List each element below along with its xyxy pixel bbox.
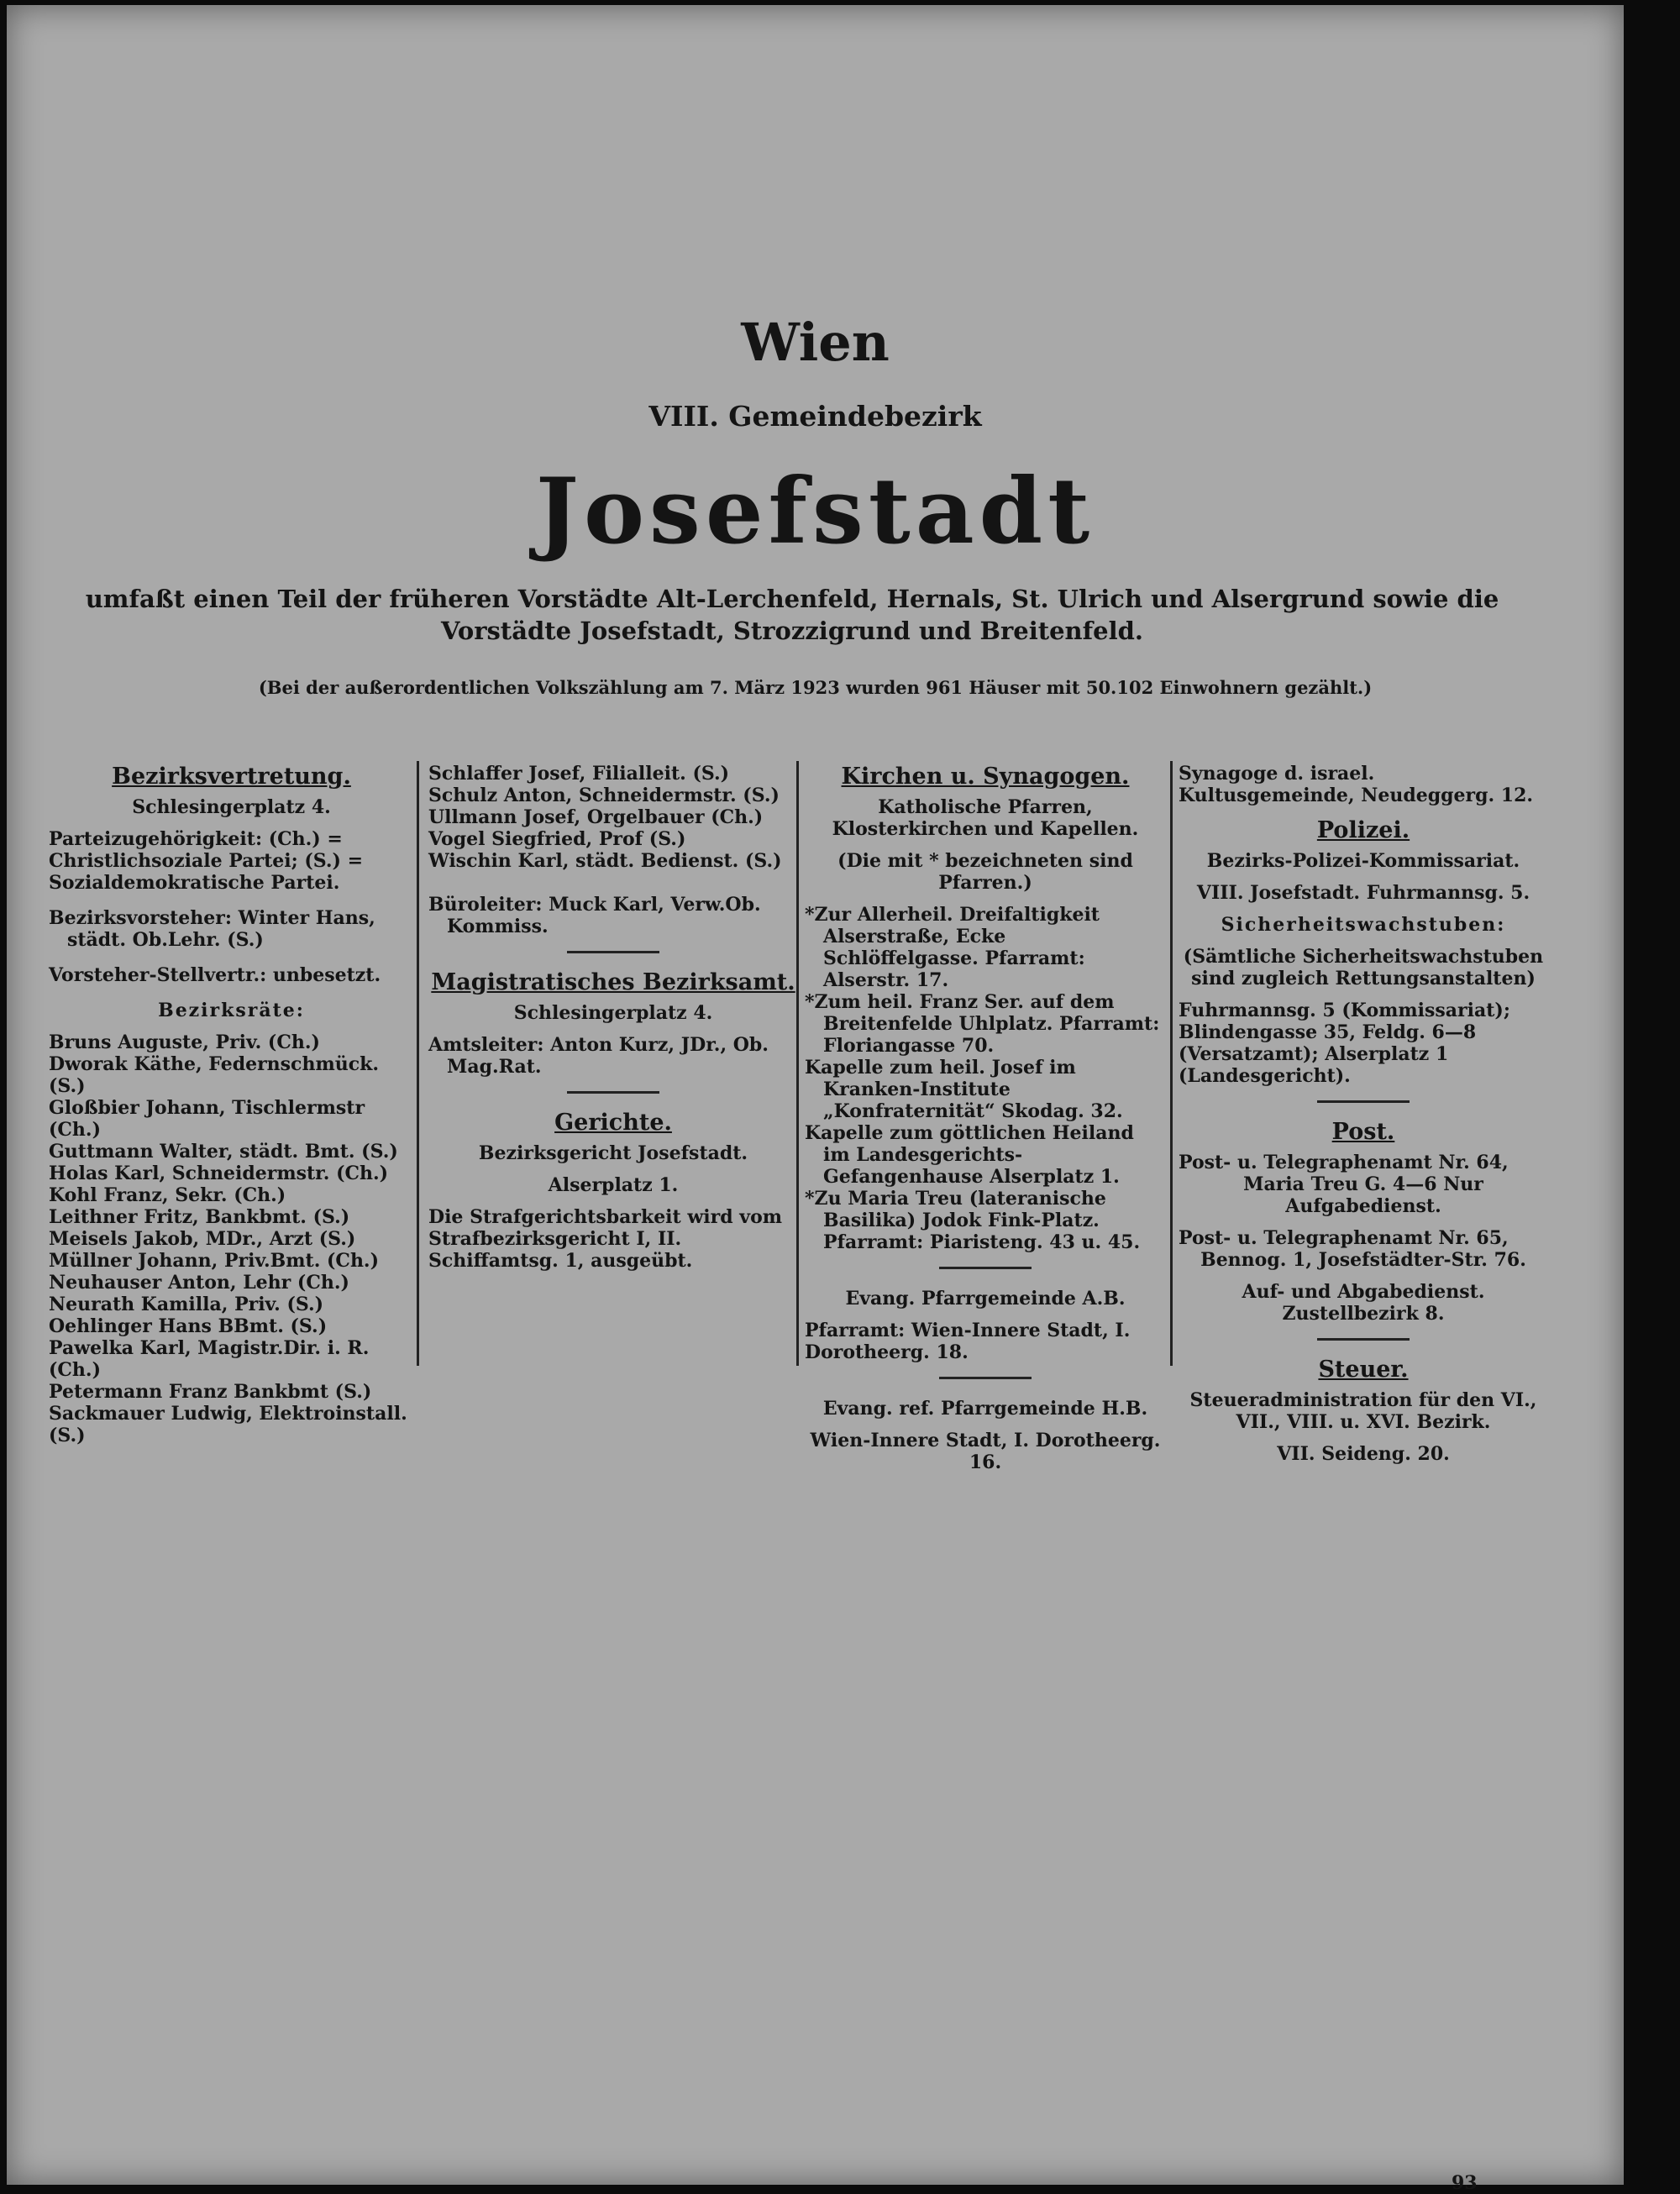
list-item: Guttmann Walter, städt. Bmt. (S.): [49, 1141, 398, 1163]
divider: [939, 1267, 1032, 1269]
list-item: Kapelle zum heil. Josef im Kranken-Institute „Konfraternität“ Skodag. 32.: [805, 1057, 1123, 1122]
section-heading: Polizei.: [1316, 817, 1410, 843]
guard-heading: Sicherheitswachstuben:: [1221, 914, 1506, 936]
list-item: Neuhauser Anton, Lehr (Ch.): [49, 1272, 349, 1294]
court-name: Bezirksgericht Josefstadt.: [478, 1142, 748, 1164]
district-description: umfaßt einen Teil der früheren Vorstädte Alt-Lerchenfeld, Hernals, St. Ulrich und Alsergrund sowie die Vorstädte Josefstadt, Strozzigrund und Breitenfeld.: [85, 585, 1499, 645]
list-item: Vogel Siegfried, Prof (S.): [428, 828, 686, 850]
post-note: Auf- und Abgabedienst. Zustellbezirk 8.: [1242, 1281, 1485, 1325]
police-office: Bezirks-Polizei-Kommissariat.: [1206, 850, 1520, 872]
list-item: *Zum heil. Franz Ser. auf dem Breitenfelde Uhlplatz. Pfarramt: Floriangasse 70.: [805, 991, 1160, 1057]
list-item: Bruns Auguste, Priv. (Ch.): [49, 1031, 320, 1053]
evang-hb-heading: Evang. ref. Pfarrgemeinde H.B.: [822, 1398, 1148, 1420]
council-address: Schlesingerplatz 4.: [132, 796, 331, 818]
list-item: Kohl Franz, Sekr. (Ch.): [49, 1184, 286, 1206]
section-heading: Magistratisches Bezirksamt.: [431, 969, 795, 995]
deputy-chairman: Vorsteher-Stellvertr.: unbesetzt.: [49, 964, 381, 986]
list-item: Müllner Johann, Priv.Bmt. (Ch.): [49, 1250, 380, 1272]
councillor-list: [49, 1031, 414, 1446]
catholic-heading: Katholische Pfarren, Klosterkirchen und Kapellen.: [832, 796, 1139, 840]
list-item: Sackmauer Ludwig, Elektroinstall. (S.): [49, 1403, 407, 1446]
page-sheet: [7, 5, 1624, 2194]
list-item: Ullmann Josef, Orgelbauer (Ch.): [428, 806, 764, 828]
catholic-note: (Die mit * bezeichneten sind Pfarren.): [837, 850, 1133, 894]
column-magistrate-courts: [428, 763, 798, 1285]
synagogue-entry: Synagoge d. israel. Kultusgemeinde, Neudeggerg. 12.: [1179, 763, 1534, 806]
list-item: Neurath Kamilla, Priv. (S.): [49, 1294, 324, 1315]
page-number: 93: [1452, 2172, 1478, 2194]
tax-address: VII. Seideng. 20.: [1277, 1443, 1450, 1465]
column-divider: [417, 761, 419, 1366]
column-churches: [805, 763, 1166, 1483]
list-item: Leithner Fritz, Bankbmt. (S.): [49, 1206, 350, 1228]
list-item: Dworak Käthe, Federnschmück. (S.): [49, 1053, 380, 1097]
list-item: *Zu Maria Treu (lateranische Basilika) Jodok Fink-Platz. Pfarramt: Piaristeng. 43 u. 45.: [805, 1188, 1141, 1253]
church-list: [805, 904, 1166, 1253]
divider: [939, 1377, 1032, 1379]
district-number: VIII. Gemeindebezirk: [648, 400, 982, 433]
guard-list: Fuhrmannsg. 5 (Kommissariat); Blindengasse 35, Feldg. 6—8 (Versatzamt); Alserplatz 1 (Landesgericht).: [1179, 1000, 1510, 1087]
section-heading: Kirchen u. Synagogen.: [841, 764, 1130, 790]
evang-ab-detail: Pfarramt: Wien-Innere Stadt, I. Dorotheerg. 18.: [805, 1320, 1131, 1363]
list-item: Holas Karl, Schneidermstr. (Ch.): [49, 1163, 389, 1184]
magistrate-head: Amtsleiter: Anton Kurz, JDr., Ob. Mag.Rat.: [428, 1034, 769, 1078]
list-item: Gloßbier Johann, Tischlermstr (Ch.): [49, 1097, 365, 1141]
section-heading: Gerichte.: [554, 1110, 672, 1136]
office-head: Büroleiter: Muck Karl, Verw.Ob. Kommiss.: [428, 894, 761, 937]
list-item: Schlaffer Josef, Filialleit. (S.): [428, 763, 730, 785]
court-address: Alserplatz 1.: [548, 1174, 679, 1196]
post-office-1-detail: Maria Treu G. 4—6 Nur Aufgabedienst.: [1243, 1173, 1483, 1217]
list-item: Pawelka Karl, Magistr.Dir. i. R. (Ch.): [49, 1337, 370, 1381]
column-divider: [1170, 761, 1173, 1366]
section-heading: Steuer.: [1318, 1357, 1409, 1383]
census-note: (Bei der außerordentlichen Volkszählung am 7. März 1923 wurden 961 Häuser mit 50.102 Einwohnern gezählt.): [258, 677, 1373, 698]
list-item: Wischin Karl, städt. Bedienst. (S.): [428, 850, 782, 872]
list-item: Meisels Jakob, MDr., Arzt (S.): [49, 1228, 356, 1250]
list-item: Kapelle zum göttlichen Heiland im Landesgerichts-Gefangenhause Alserplatz 1.: [805, 1122, 1134, 1188]
section-heading: Bezirksvertretung.: [112, 764, 351, 790]
police-address: VIII. Josefstadt. Fuhrmannsg. 5.: [1196, 882, 1530, 904]
tax-office: Steueradministration für den VI., VII., VIII. u. XVI. Bezirk.: [1189, 1389, 1537, 1433]
list-item: Schulz Anton, Schneidermstr. (S.): [428, 785, 780, 806]
column-police-post-tax: [1179, 763, 1548, 1475]
divider: [567, 1091, 659, 1094]
councillors-heading: Bezirksräte:: [158, 1000, 305, 1021]
city-title: Wien: [741, 312, 890, 373]
divider: [1317, 1100, 1410, 1103]
guard-note: (Sämtliche Sicherheitswachstuben sind zugleich Rettungsanstalten): [1183, 946, 1544, 989]
district-name: Josefstadt: [535, 459, 1095, 564]
column-district-council: [49, 763, 414, 1446]
district-chairman: Bezirksvorsteher: Winter Hans, städt. Ob.Lehr. (S.): [49, 907, 375, 951]
magistrate-address: Schlesingerplatz 4.: [513, 1002, 713, 1024]
court-note: Die Strafgerichtsbarkeit wird vom Strafbezirksgericht I, II. Schiffamtsg. 1, ausgeübt.: [428, 1206, 783, 1272]
councillor-list-continued: [428, 763, 798, 872]
list-item: Petermann Franz Bankbmt (S.): [49, 1381, 372, 1403]
divider: [1317, 1338, 1410, 1341]
evang-hb-detail: Wien-Innere Stadt, I. Dorotheerg. 16.: [810, 1430, 1161, 1473]
divider: [567, 951, 659, 953]
list-item: *Zur Allerheil. Dreifaltigkeit Alserstraße, Ecke Schlöffelgasse. Pfarramt: Alserstr. 17.: [805, 904, 1100, 991]
post-office-1: Post- u. Telegraphenamt Nr. 64,: [1179, 1152, 1509, 1173]
party-note: Parteizugehörigkeit: (Ch.) = Christlichsoziale Partei; (S.) = Sozialdemokratische Partei.: [49, 828, 364, 894]
post-office-2-detail: Bennog. 1, Josefstädter-Str. 76.: [1200, 1249, 1526, 1271]
section-heading: Post.: [1331, 1119, 1395, 1145]
list-item: Oehlinger Hans BBmt. (S.): [49, 1315, 328, 1337]
evang-ab-heading: Evang. Pfarrgemeinde A.B.: [845, 1288, 1126, 1310]
post-office-2: Post- u. Telegraphenamt Nr. 65,: [1179, 1227, 1509, 1249]
